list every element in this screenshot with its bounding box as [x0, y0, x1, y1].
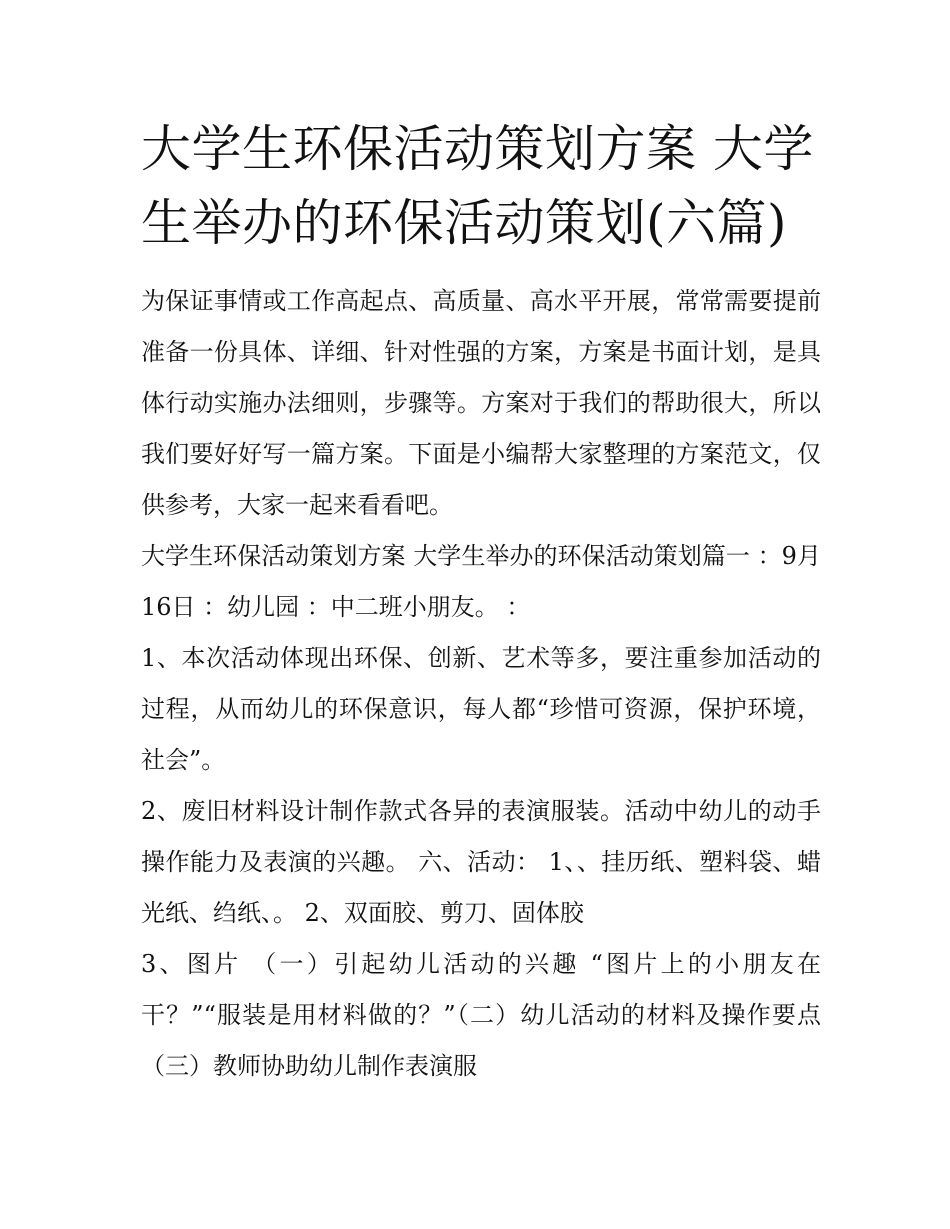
paragraph-item-1: 1、本次活动体现出环保、创新、艺术等多，要注重参加活动的过程，从而幼儿的环保意识，每人都“珍惜可资源，保护环境，社会”。: [141, 644, 821, 774]
paragraph-event-info: 大学生环保活动策划方案 大学生举办的环保活动策划篇一 ：9月16日 ：幼儿园 ：中二班小朋友。 ：: [141, 542, 821, 621]
document-body: [141, 276, 821, 1092]
paragraph-intro: 为保证事情或工作高起点、高质量、高水平开展，常常需要提前准备一份具体、详细、针对性强的方案，方案是书面计划，是具体行动实施办法细则，步骤等。方案对于我们的帮助很大，所以我们要好好写一篇方案。下面是小编帮大家整理的方案范文，仅供参考，大家一起来看看吧。: [141, 287, 821, 519]
paragraph-item-3: 3、图片 （一）引起幼儿活动的兴趣 “图片上的小朋友在干？”“服装是用材料做的？”（二）幼儿活动的材料及操作要点 （三）教师协助幼儿制作表演服: [141, 950, 821, 1080]
paragraph-item-2: 2、废旧材料设计制作款式各异的表演服装。活动中幼儿的动手操作能力及表演的兴趣。 六、活动： 1、、挂历纸、塑料袋、蜡光纸、绉纸、。 2、双面胶、剪刀、固体胶: [141, 797, 821, 927]
document-title: 大学生环保活动策划方案 大学生举办的环保活动策划(六篇): [141, 120, 814, 252]
